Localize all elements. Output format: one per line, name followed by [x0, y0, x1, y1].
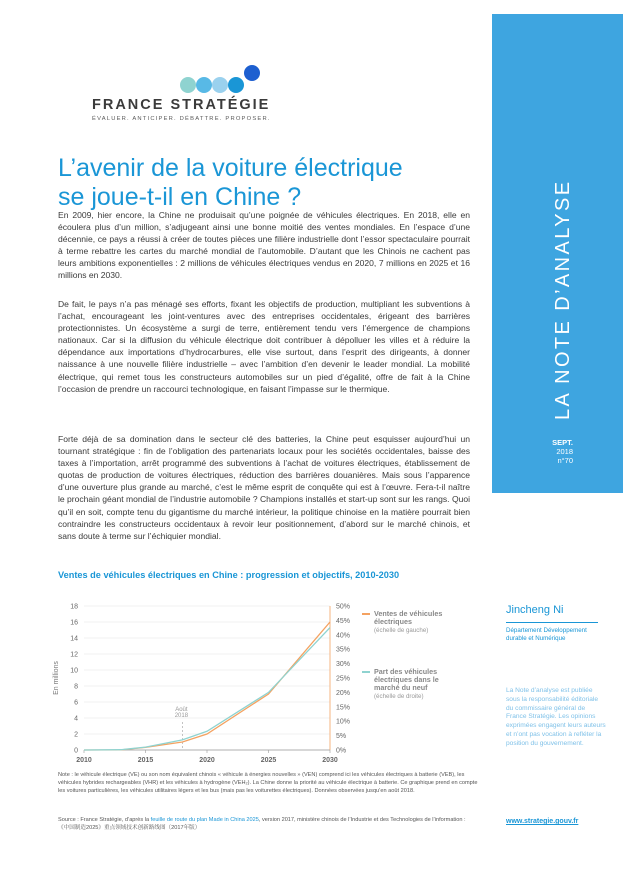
- y-right-tick-label: 10%: [336, 718, 351, 726]
- source-prefix: Source : France Stratégie, d’après la: [58, 817, 151, 823]
- x-tick-label: 2030: [322, 757, 338, 764]
- series-line-2: [84, 628, 330, 750]
- y-right-tick-label: 50%: [336, 603, 351, 611]
- author-name: Jincheng Ni: [506, 604, 564, 616]
- y-left-tick-label: 4: [74, 715, 78, 723]
- y-left-tick-label: 6: [74, 699, 78, 707]
- author-department: Département Développement durable et Numérique: [506, 627, 587, 642]
- legend-label-line: marché du neuf: [374, 683, 428, 692]
- y-left-tick-label: 12: [70, 651, 78, 659]
- issue-year: 2018: [556, 447, 573, 456]
- legend-label-line: Part des véhicules: [374, 667, 438, 676]
- source-suffix: , version 2017, ministère chinois de l’Industrie et des Technologies de l’information : 《中国制造2025》重点领域技术创新路线图（2017年版）: [58, 817, 466, 831]
- y-left-tick-label: 8: [74, 683, 78, 691]
- issue-info: [513, 438, 573, 465]
- org-tagline: ÉVALUER. ANTICIPER. DÉBATTRE. PROPOSER.: [92, 116, 271, 122]
- legend-note: (échelle de gauche): [374, 627, 429, 634]
- legend-label-line: électriques dans le: [374, 675, 439, 684]
- issue-number: n°70: [557, 456, 573, 465]
- y-left-tick-label: 14: [70, 635, 78, 643]
- series-title: LA NOTE D’ANALYSE: [552, 179, 574, 420]
- y-left-tick-label: 0: [74, 747, 78, 755]
- y-right-tick-label: 40%: [336, 632, 351, 640]
- annotation-label-year: 2018: [174, 713, 189, 720]
- logo-dots-icon: [180, 64, 270, 94]
- y-left-tick-label: 16: [70, 619, 78, 627]
- document-title: [58, 154, 468, 212]
- y-left-axis-label: En millions: [53, 661, 60, 695]
- issue-month: SEPT.: [552, 438, 573, 447]
- x-tick-label: 2015: [137, 757, 154, 764]
- website-link[interactable]: www.strategie.gouv.fr: [506, 818, 579, 825]
- ev-sales-chart: [40, 596, 480, 768]
- title-line-2: se joue-t-il en Chine ?: [58, 182, 302, 211]
- legend-note: (échelle de droite): [374, 693, 424, 700]
- y-right-tick-label: 30%: [336, 661, 351, 669]
- y-right-tick-label: 5%: [336, 733, 347, 741]
- y-right-tick-label: 0%: [336, 747, 347, 755]
- org-name: FRANCE STRATÉGIE: [92, 97, 271, 113]
- y-right-tick-label: 25%: [336, 675, 351, 683]
- body-paragraph-2: De fait, le pays n’a pas ménagé ses efforts, fixant les objectifs de production, multipliant les subventions à l’achat, encourageant les joint-ventures avec des entreprises occidentales, érigeant des barrières protectionnistes. Un écosystème a surgi de terre, entièrement tendu vers l’émergence de champions nationaux. Car si la diffusion du véhicule électrique doit contribuer à dépolluer les villes et à réduire la dépendance aux importations d’hydrocarbures, elle vise surtout, dans l’esprit des dirigeants, à donner naissance à une nouvelle filière industrielle – avec l’ambition d’en devenir le leader mondial. La mobilité électrique, qui remet tous les constructeurs automobiles sur un pied d’égalité, offre de fait à la Chine l’occasion de prendre un raccourci technologique, en faisant l’impasse sur le thermique.: [58, 299, 470, 394]
- body-paragraph-1: En 2009, hier encore, la Chine ne produisait qu’une poignée de véhicules électriques. En 2018, elle en écoulera plus d’un million, s’adjugeant ainsi une bonne moitié des ventes mondiales. En l’espace d’une décennie, ce pays a réussi à créer de toutes pièces une filière industrielle dont l’essor spectaculaire pourrait à terme rebattre les cartes du marché mondial de l’automobile. D’autant que les Chinois ne cachent pas leurs ambitions exponentielles : 2 millions de véhicules électriques vendus en 2020, 7 millions en 2025 et 16 millions en 2030.: [58, 210, 470, 281]
- chart-source: [58, 816, 478, 832]
- source-link[interactable]: feuille de route du plan Made in China 2025: [150, 817, 259, 823]
- y-left-tick-label: 10: [70, 667, 78, 675]
- y-right-tick-label: 45%: [336, 617, 351, 625]
- y-right-tick-label: 35%: [336, 646, 351, 654]
- chart-note: Note : le véhicule électrique (VE) ou son nom équivalent chinois « véhicule à énergies nouvelles » (VEN) comprend ici les véhicules électriques à batterie (VEB), les véhicules hybrides rechargeables (VHR) et les véhicules à hydrogène (VEH₂). La Chine donne la priorité au véhicule électrique à batterie. Ce graphique prend en compte les voitures particulières, les véhicules utilitaires légers et les bus (mais pas les voiturettes électriques). Données observées jusqu’en août 2018.: [58, 772, 478, 794]
- annotation-label-month: Août: [175, 706, 188, 713]
- body-paragraph-3: Forte déjà de sa domination dans le secteur clé des batteries, la Chine peut esquisser aujourd’hui un tournant stratégique : fin de l’obligation des partenariats locaux pour les sociétés occidentales, baisse des taxes à l’importation, arrêt programmé des subventions à l’achat de voitures électriques, établissement de quotas de production de voitures électriques, réduction des barrières douanières. Mais sous l’apparence d’une ouverture plus grande au marché, c’est le même esprit de conquête qui est à l’œuvre. Fera-t-il naître le prochain géant mondial de l’industrie automobile ? Champions installés et start-up sont sur les rangs. Quoi qu’il en soit, compte tenu du gigantisme du marché intérieur, la politique chinoise en la matière pourrait bien contraindre les constructeurs occidentaux à revoir leur positionnement, d’abord sur le marché chinois, et sans doute à terme sur l’échiquier mondial.: [58, 434, 470, 541]
- x-tick-label: 2025: [260, 757, 277, 764]
- author-divider: [506, 622, 598, 623]
- editorial-disclaimer: La Note d’analyse est publiée sous la responsabilité éditoriale du commissaire général de France Stratégie. Les opinions exprimées engagent leurs auteurs et n’ont pas vocation à refléter la position du gouvernement.: [506, 687, 606, 747]
- y-left-tick-label: 18: [70, 603, 78, 611]
- x-tick-label: 2010: [76, 757, 92, 764]
- france-strategie-logo: [92, 64, 271, 126]
- title-line-1: L’avenir de la voiture électrique: [58, 153, 403, 182]
- chart-title: Ventes de véhicules électriques en Chine : progression et objectifs, 2010-2030: [58, 570, 400, 580]
- y-right-tick-label: 15%: [336, 704, 351, 712]
- y-left-tick-label: 2: [74, 731, 78, 739]
- legend-label-line: électriques: [374, 617, 412, 626]
- y-right-tick-label: 20%: [336, 689, 351, 697]
- x-tick-label: 2020: [199, 757, 215, 764]
- legend-label-line: Ventes de véhicules: [374, 609, 443, 618]
